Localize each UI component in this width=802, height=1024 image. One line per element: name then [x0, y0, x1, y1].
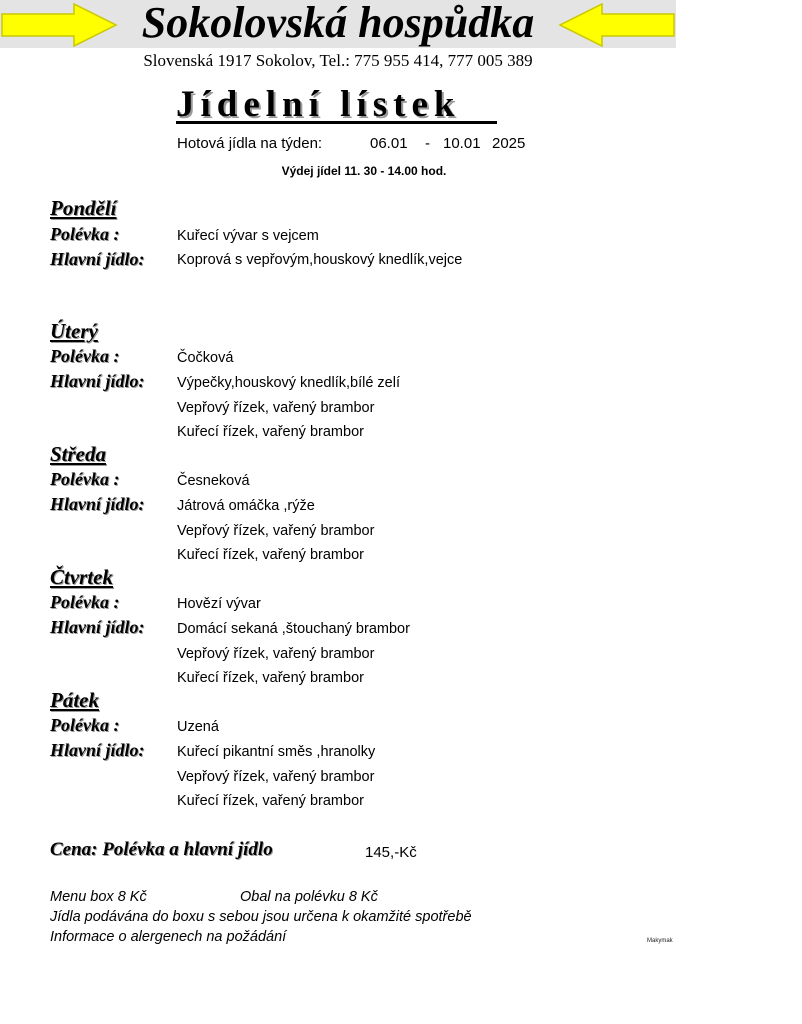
week-year: 2025: [492, 135, 526, 152]
day-heading: Středa: [50, 442, 107, 466]
soup-item: Česneková: [177, 473, 250, 489]
soup-container-note: Obal na polévku 8 Kč: [240, 889, 378, 905]
restaurant-name: Sokolovská hospůdka: [141, 0, 535, 47]
soup-item: Kuřecí vývar s vejcem: [177, 228, 319, 244]
main-item: Vepřový řízek, vařený brambor: [177, 523, 375, 539]
main-item: Kuřecí pikantní směs ,hranolky: [177, 744, 376, 760]
soup-item: Hovězí vývar: [177, 596, 261, 612]
soup-label: Polévka :: [50, 224, 120, 244]
soup-item: Uzená: [177, 719, 219, 735]
price-label: Cena: Polévka a hlavní jídlo: [50, 839, 273, 860]
week-separator: -: [425, 135, 430, 152]
main-item: Koprová s vepřovým,houskový knedlík,vejce: [177, 252, 463, 268]
soup-label: Polévka :: [50, 715, 120, 735]
week-from: 06.01: [370, 135, 408, 152]
week-range: [177, 134, 526, 154]
week-label: Hotová jídla na týden:: [177, 135, 323, 152]
allergen-note: Informace o alergenech na požádání: [50, 929, 287, 945]
main-label: Hlavní jídlo:: [50, 371, 145, 391]
menu-title: Jídelní lístek: [176, 84, 461, 125]
day-heading: Úterý: [50, 319, 98, 343]
main-item: Kuřecí řízek, vařený brambor: [177, 547, 364, 563]
header-banner: [0, 0, 676, 48]
restaurant-address: Slovenská 1917 Sokolov, Tel.: 775 955 414, 777 005 389: [143, 51, 533, 70]
serving-time: Výdej jídel 11. 30 - 14.00 hod.: [281, 164, 447, 178]
main-label: Hlavní jídlo:: [50, 249, 145, 269]
soup-label: Polévka :: [50, 469, 120, 489]
main-item: Domácí sekaná ,štouchaný brambor: [177, 621, 410, 637]
week-to: 10.01: [443, 135, 481, 152]
menu-title-underline: [176, 121, 497, 124]
day-heading: Pátek: [50, 688, 99, 712]
day-heading: Pondělí: [50, 196, 117, 220]
soup-label: Polévka :: [50, 346, 120, 366]
soup-label: Polévka :: [50, 592, 120, 612]
main-label: Hlavní jídlo:: [50, 740, 145, 760]
main-item: Výpečky,houskový knedlík,bílé zelí: [177, 375, 400, 391]
menu-box-note: Menu box 8 Kč: [50, 889, 147, 905]
main-item: Kuřecí řízek, vařený brambor: [177, 670, 364, 686]
main-item: Vepřový řízek, vařený brambor: [177, 646, 375, 662]
soup-item: Čočková: [177, 350, 234, 366]
main-item: Kuřecí řízek, vařený brambor: [177, 793, 364, 809]
day-heading: Čtvrtek: [50, 565, 113, 589]
main-item: Játrová omáčka ,rýže: [177, 498, 315, 514]
main-item: Kuřecí řízek, vařený brambor: [177, 424, 364, 440]
takeaway-note: Jídla podávána do boxu s sebou jsou určena k okamžité spotřebě: [50, 909, 472, 925]
footer-mark: Makymak: [647, 938, 673, 944]
main-label: Hlavní jídlo:: [50, 617, 145, 637]
main-label: Hlavní jídlo:: [50, 494, 145, 514]
main-item: Vepřový řízek, vařený brambor: [177, 400, 375, 416]
price-value: 145,-Kč: [365, 844, 417, 861]
main-item: Vepřový řízek, vařený brambor: [177, 769, 375, 785]
